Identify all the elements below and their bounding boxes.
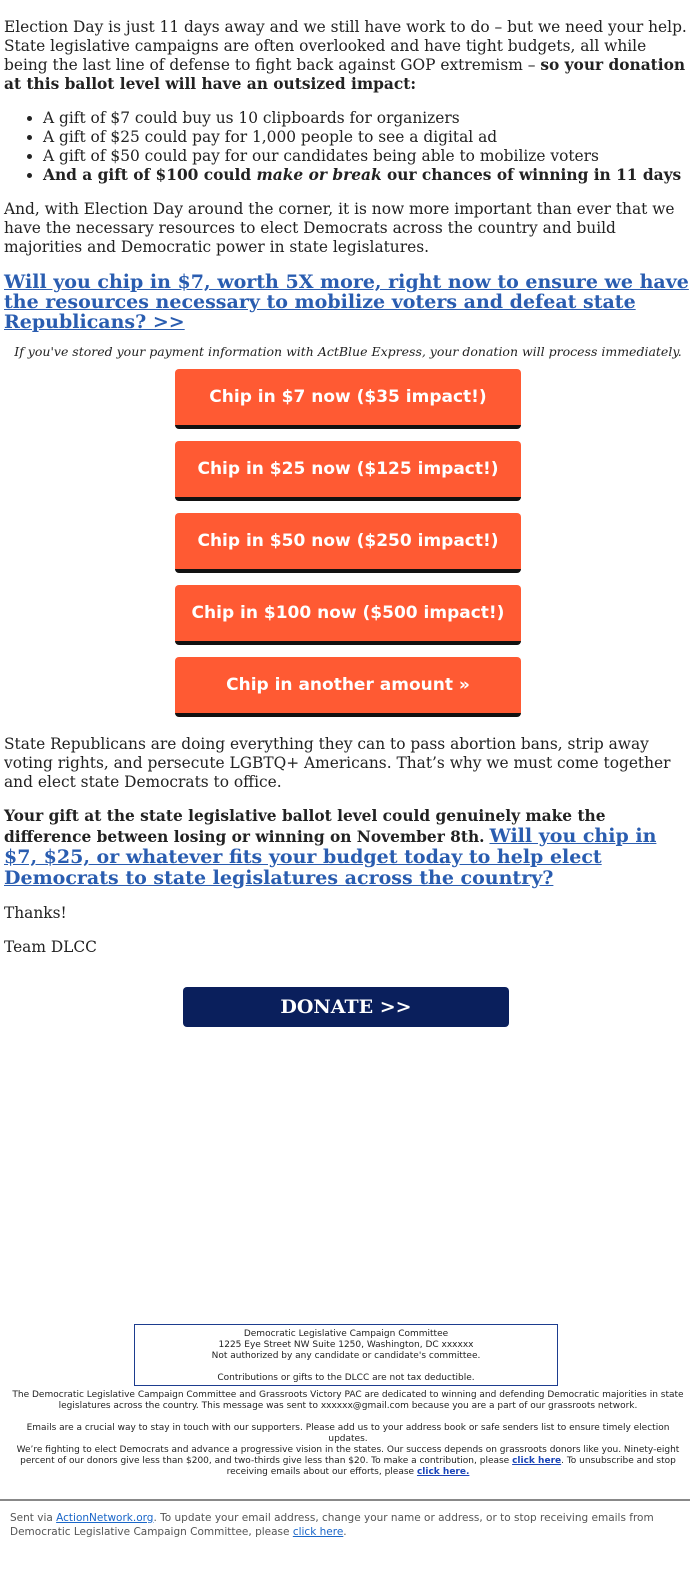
intro-paragraph	[4, 18, 692, 94]
org-address: 1225 Eye Street NW Suite 1250, Washington, DC xxxxxx	[218, 1340, 474, 1350]
express-note: If you've stored your payment information with ActBlue Express, your donation will process immediately.	[14, 344, 682, 359]
gift-list	[4, 109, 692, 185]
cta-link[interactable]: Will you chip in $7, worth 5X more, right now to ensure we have the resources necessary to mobilize voters and defeat state Republicans? >>	[4, 271, 689, 333]
tax-note: Contributions or gifts to the DLCC are not tax deductible.	[217, 1373, 475, 1383]
list-item	[43, 166, 692, 185]
contribute-link[interactable]: click here	[512, 1456, 562, 1466]
authorization-text: Not authorized by any candidate or candidate's committee.	[211, 1351, 481, 1361]
actionnetwork-link[interactable]: ActionNetwork.org	[56, 1512, 154, 1524]
chip-in-other-button[interactable]: Chip in another amount »	[175, 657, 521, 717]
footer-mission: The Democratic Legislative Campaign Committee and Grassroots Victory PAC are dedicated to winning and defending Democratic majorities in state legislatures across the country. This message was sent to xxxxxx@gmail.com because you are a part of our grassroots network.	[12, 1390, 684, 1411]
gift-paragraph-bold: Your gift at the state legislative ballot level could genuinely make the difference between losing or winning on November 8th.	[4, 807, 606, 846]
footer-fighting-text: We’re fighting to elect Democrats and advance a progressive vision in the states. Our success depends on grassroots donors like you. Ninety-eight percent of our donors give less than $200, and two-thirds give less than $20. To make a contribution, please	[16, 1445, 680, 1466]
intro-bold: so your donation at this ballot level will have an outsized impact:	[4, 56, 686, 93]
gift-paragraph	[4, 807, 692, 889]
chip-in-100-button[interactable]: Chip in $100 now ($500 impact!)	[175, 585, 521, 645]
footer-fighting	[8, 1445, 688, 1478]
chip-in-7-button[interactable]: Chip in $7 now ($35 impact!)	[175, 369, 521, 429]
gift-final-pre: And a gift of $100 could	[43, 166, 257, 184]
donate-container	[183, 987, 509, 1027]
intro-text: Election Day is just 11 days away and we still have work to do – but we need your help. State legislative campaigns are often overlooked and have tight budgets, all while being the last line of defense to fight back against GOP extremism –	[4, 18, 687, 74]
signature: Team DLCC	[4, 938, 97, 956]
chip-in-50-button[interactable]: Chip in $50 now ($250 impact!)	[175, 513, 521, 573]
list-item: • A gift of $50 could pay for our candidates being able to mobilize voters	[43, 147, 692, 166]
election-paragraph: And, with Election Day around the corner, it is now more important than ever that we have the necessary resources to elect Democrats across the country and build majorities and Democratic power in state legislatures.	[4, 200, 675, 256]
sent-mid: . To update your email address, change your name or address, or to stop receiving emails from Democratic Legislative Campaign Committee, please	[10, 1512, 654, 1538]
footer-divider	[0, 1499, 690, 1501]
chip-in-link[interactable]: Will you chip in $7, $25, or whatever fits your budget today to help elect Democrats to state legislatures across the country?	[4, 825, 657, 889]
donation-buttons	[4, 369, 692, 717]
update-preferences-link[interactable]: click here	[292, 1526, 344, 1538]
gift-final-post: our chances of winning in 11 days	[381, 166, 682, 184]
gift-final-italic: make or break	[256, 166, 382, 184]
list-item: • A gift of $7 could buy us 10 clipboards for organizers	[43, 109, 692, 128]
footer-fighting-mid: . To unsubscribe and stop receiving emails about our efforts, please	[226, 1456, 676, 1477]
sent-via	[10, 1511, 680, 1539]
org-name: Democratic Legislative Campaign Committee	[243, 1329, 449, 1339]
sent-post: .	[343, 1526, 347, 1538]
donate-button[interactable]: DONATE >>	[183, 987, 509, 1027]
unsubscribe-link[interactable]: click here.	[416, 1467, 470, 1477]
address-box	[134, 1324, 558, 1386]
chip-in-25-button[interactable]: Chip in $25 now ($125 impact!)	[175, 441, 521, 501]
thanks-text: Thanks!	[4, 904, 67, 922]
sent-pre: Sent via	[10, 1512, 57, 1524]
footer-emails: Emails are a crucial way to stay in touch with our supporters. Please add us to your address book or safe senders list to ensure timely election updates.	[26, 1423, 670, 1444]
list-item: • A gift of $25 could pay for 1,000 people to see a digital ad	[43, 128, 692, 147]
email-body	[4, 18, 692, 972]
republicans-paragraph: State Republicans are doing everything they can to pass abortion bans, strip away voting rights, and persecute LGBTQ+ Americans. That’s why we must come together and elect state Democrats to office.	[4, 735, 671, 791]
